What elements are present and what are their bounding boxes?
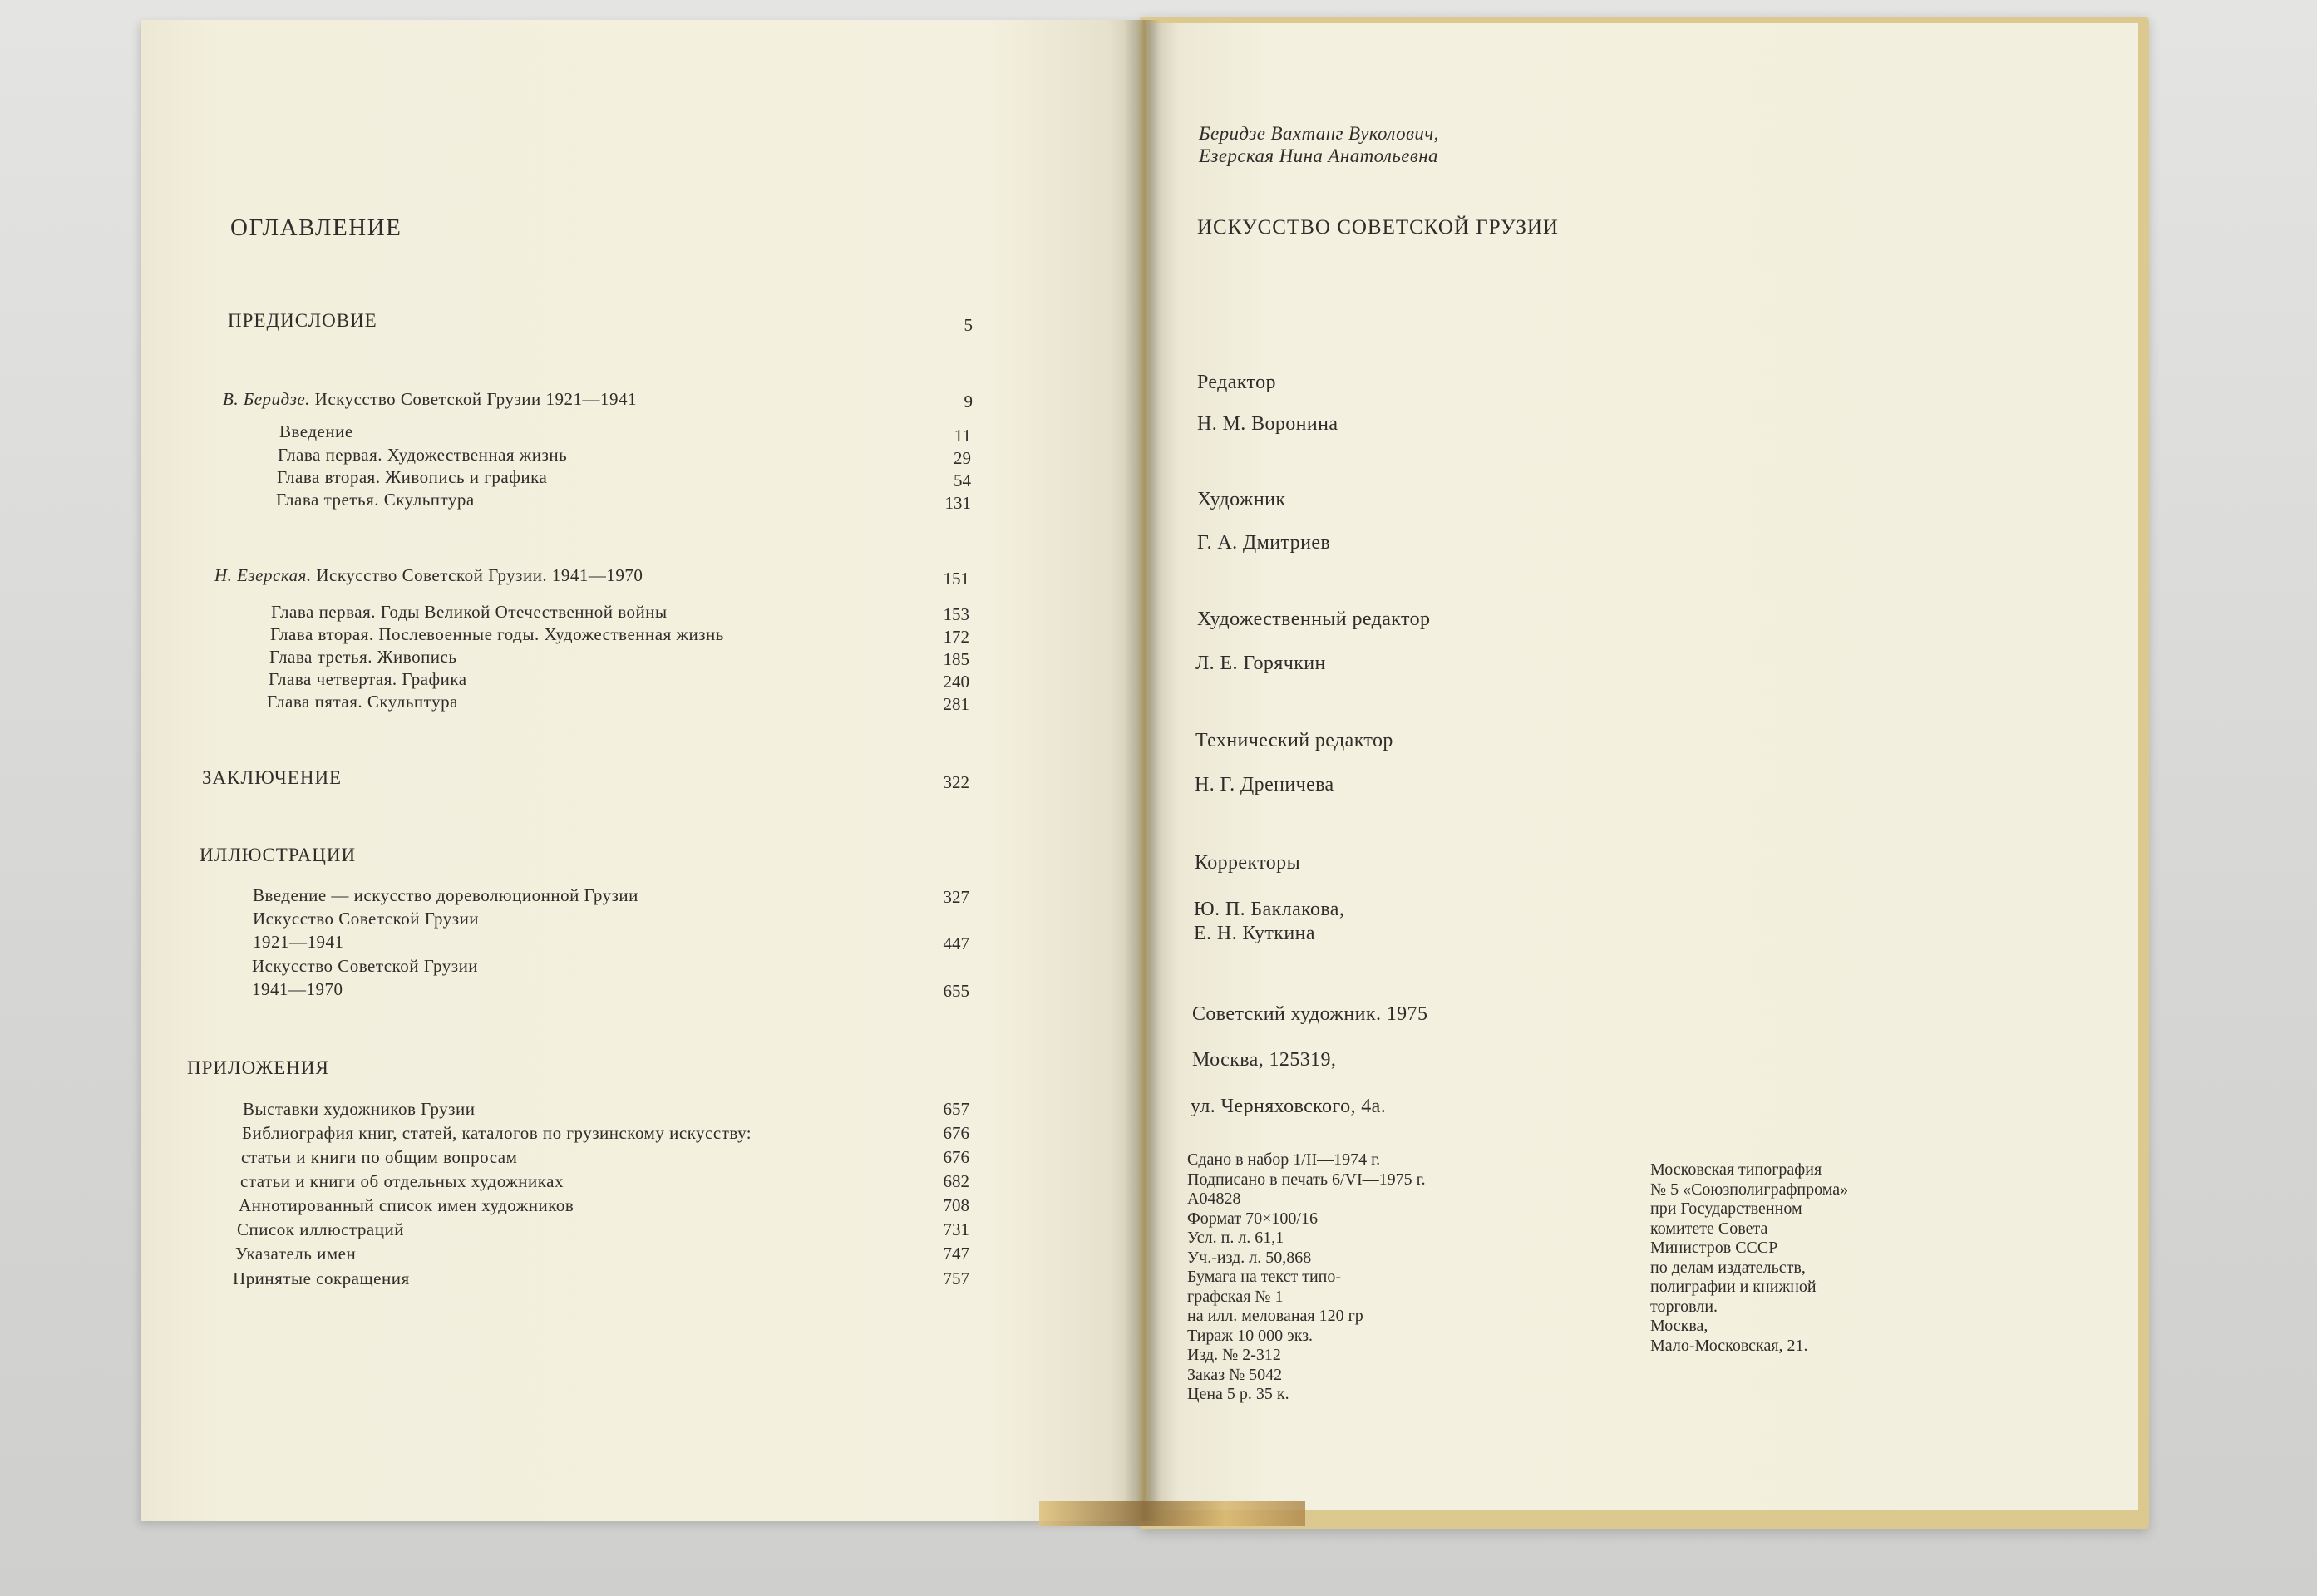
- toc-appendices-page: 682: [943, 1171, 969, 1191]
- toc-part1-page: 9: [964, 392, 973, 411]
- toc-appendices-page: 676: [943, 1123, 969, 1143]
- toc-part2-heading: [214, 565, 643, 586]
- toc-part2-chapter-page: 185: [943, 649, 969, 669]
- toc-preface: ПРЕДИСЛОВИЕ: [228, 310, 377, 331]
- credit-role: Художник: [1197, 489, 1286, 510]
- toc-appendices-item: Выставки художников Грузии: [243, 1099, 476, 1119]
- toc-appendices-page: 657: [943, 1099, 969, 1119]
- toc-appendices-page: 757: [943, 1268, 969, 1288]
- toc-conclusion: ЗАКЛЮЧЕНИЕ: [202, 767, 343, 788]
- toc-illustrations-item: Искусство Советской Грузии: [253, 909, 480, 929]
- toc-appendices-item: статьи и книги об отдельных художниках: [240, 1171, 564, 1191]
- toc-appendices-item: статьи и книги по общим вопросам: [241, 1147, 518, 1167]
- credit-name: Н. М. Воронина: [1197, 413, 1338, 435]
- imprint-author: Езерская Нина Анатольевна: [1199, 145, 1438, 166]
- toc-appendices-item: Список иллюстраций: [237, 1219, 404, 1239]
- credit-name: Е. Н. Куткина: [1194, 923, 1315, 944]
- toc-appendices-item: Библиография книг, статей, каталогов по грузинскому искусству:: [242, 1123, 752, 1143]
- toc-part2-chapter: Глава вторая. Послевоенные годы. Художественная жизнь: [270, 624, 724, 644]
- toc-illustrations-item: 1921—1941: [253, 932, 344, 952]
- toc-appendices-item: Принятые сокращения: [233, 1268, 410, 1288]
- toc-illustrations-item: Введение — искусство дореволюционной Грузии: [253, 885, 638, 905]
- toc-illustrations-page: 327: [943, 887, 969, 907]
- toc-illustrations: ИЛЛЮСТРАЦИИ: [200, 845, 357, 865]
- toc-conclusion-page: 322: [943, 772, 969, 792]
- toc-part1-chapter-page: 11: [954, 426, 971, 446]
- credit-name: Ю. П. Баклакова,: [1194, 899, 1345, 920]
- toc-part2-title: Искусство Советской Грузии. 1941—1970: [316, 565, 643, 585]
- imprint-publisher: Советский художник. 1975: [1192, 1003, 1428, 1025]
- toc-part2-page: 151: [943, 569, 969, 589]
- imprint-book-title: ИСКУССТВО СОВЕТСКОЙ ГРУЗИИ: [1197, 216, 1559, 239]
- imprint-tech-details: Сдано в набор 1/II—1974 г. Подписано в печать 6/VI—1975 г. А04828 Формат 70×100/16 Усл. п. л. 61,1 Уч.-изд. л. 50,868 Бумага на текст типо- графская № 1 на илл. мелованая 120 гр Тираж 10 000 экз. Изд. № 2-312 Заказ № 5042 Цена 5 р. 35 к.: [1187, 1150, 1426, 1403]
- toc-appendices-page: 676: [943, 1147, 969, 1167]
- toc-illustrations-page: 447: [943, 933, 969, 953]
- toc-part1-title: Искусство Советской Грузии 1921—1941: [314, 389, 637, 409]
- toc-part2-author: Н. Езерская.: [214, 565, 312, 585]
- toc-illustrations-page: 655: [943, 981, 969, 1001]
- credit-name: Г. А. Дмитриев: [1197, 532, 1331, 554]
- toc-part1-author: В. Беридзе.: [223, 389, 310, 409]
- toc-illustrations-item: 1941—1970: [252, 979, 343, 999]
- toc-title: ОГЛАВЛЕНИЕ: [230, 214, 402, 241]
- toc-part1-chapter-page: 131: [944, 493, 971, 513]
- book-spine-bottom: [1039, 1501, 1305, 1526]
- toc-part1-chapter: Глава вторая. Живопись и графика: [277, 467, 548, 487]
- toc-part2-chapter-page: 172: [943, 627, 969, 647]
- imprint-city: Москва, 125319,: [1192, 1049, 1337, 1071]
- toc-part2-chapter: Глава четвертая. Графика: [269, 669, 467, 689]
- imprint-printer: Московская типография № 5 «Союзполиграфпрома» при Государственном комитете Совета Министров СССР по делам издательств, полиграфии и книжной торговли. Москва, Мало-Московская, 21.: [1650, 1160, 1849, 1355]
- toc-illustrations-item: Искусство Советской Грузии: [252, 956, 479, 976]
- toc-part2-chapter-page: 240: [943, 672, 969, 692]
- toc-appendices-page: 731: [943, 1219, 969, 1239]
- credit-name: Н. Г. Дреничева: [1195, 774, 1334, 796]
- toc-appendices-page: 708: [943, 1195, 969, 1215]
- toc-appendices-item: Указатель имен: [235, 1244, 357, 1264]
- imprint-street: ул. Черняховского, 4а.: [1191, 1096, 1387, 1117]
- toc-appendices-page: 747: [943, 1244, 969, 1264]
- toc-part2-chapter-page: 281: [943, 694, 969, 714]
- toc-part2-chapter: Глава третья. Живопись: [269, 647, 457, 667]
- toc-part1-heading: [223, 389, 637, 410]
- toc-part2-chapter: Глава пятая. Скульптура: [267, 692, 458, 712]
- credit-role: Технический редактор: [1195, 730, 1393, 751]
- toc-appendices-item: Аннотированный список имен художников: [239, 1195, 574, 1215]
- toc-part1-chapter-page: 54: [954, 470, 971, 490]
- book-spine-shadow: [1124, 20, 1161, 1521]
- toc-part1-chapter: Глава первая. Художественная жизнь: [278, 445, 568, 465]
- credit-name: Л. Е. Горячкин: [1195, 653, 1326, 674]
- toc-preface-page: 5: [964, 315, 973, 335]
- toc-part1-chapter: Глава третья. Скульптура: [276, 490, 475, 510]
- toc-part2-chapter: Глава первая. Годы Великой Отечественной войны: [271, 602, 668, 622]
- toc-part1-chapter: Введение: [279, 421, 353, 441]
- toc-appendices: ПРИЛОЖЕНИЯ: [187, 1057, 329, 1078]
- credit-role: Художественный редактор: [1197, 608, 1431, 630]
- credit-role: Корректоры: [1195, 852, 1301, 874]
- imprint-author: Беридзе Вахтанг Вуколович,: [1199, 123, 1439, 144]
- credit-role: Редактор: [1197, 372, 1276, 393]
- toc-part1-chapter-page: 29: [954, 448, 971, 468]
- toc-part2-chapter-page: 153: [943, 604, 969, 624]
